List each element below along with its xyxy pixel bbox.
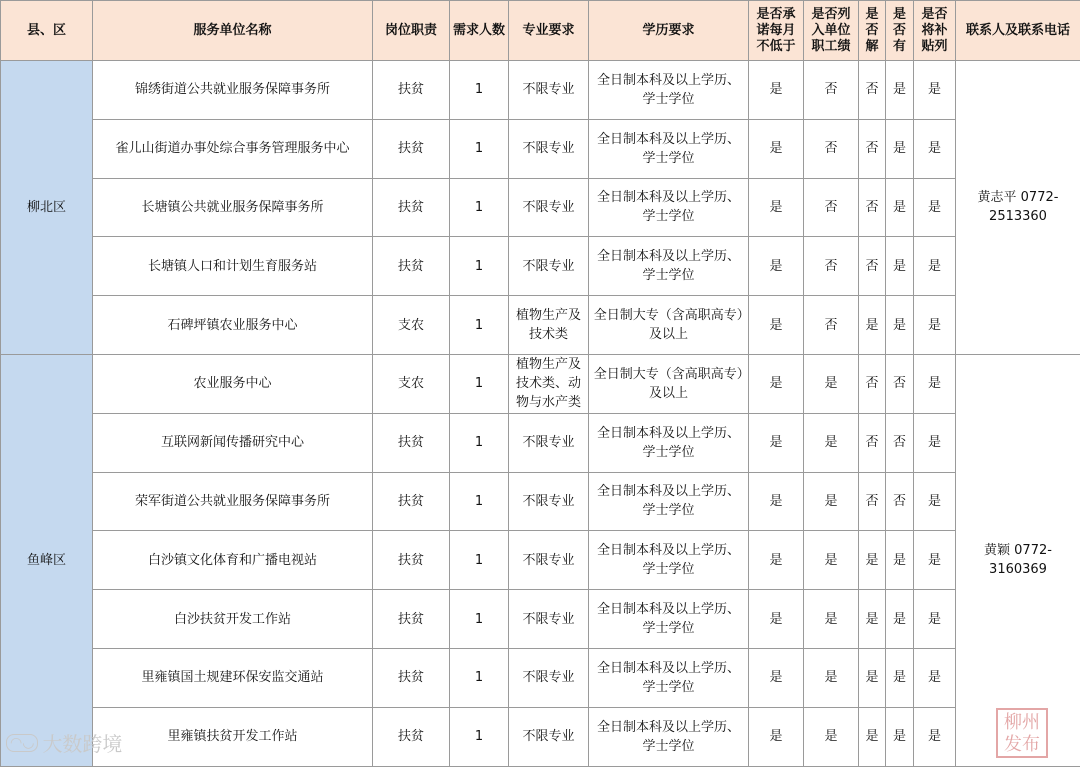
duty-cell: 支农 xyxy=(373,296,450,355)
c1-cell: 是 xyxy=(749,237,804,296)
c1-cell: 是 xyxy=(749,590,804,649)
count-cell: 1 xyxy=(450,354,509,413)
c2-cell: 否 xyxy=(804,296,859,355)
header-contact: 联系人及联系电话 xyxy=(956,1,1080,61)
c3-cell: 否 xyxy=(859,119,886,178)
watermark-logo-icon: ◠◡ xyxy=(6,734,38,752)
header-c4: 是否有 xyxy=(886,1,914,61)
duty-cell: 支农 xyxy=(373,354,450,413)
edu-cell: 全日制本科及以上学历、学士学位 xyxy=(589,707,749,766)
count-cell: 1 xyxy=(450,531,509,590)
count-cell: 1 xyxy=(450,590,509,649)
c1-cell: 是 xyxy=(749,354,804,413)
contact-cell: 黄颖 0772-3160369 xyxy=(956,354,1080,766)
c3-cell: 是 xyxy=(859,707,886,766)
c5-cell: 是 xyxy=(914,296,956,355)
c4-cell: 是 xyxy=(886,119,914,178)
table-row xyxy=(1,296,1080,355)
c4-cell: 是 xyxy=(886,237,914,296)
c2-cell: 否 xyxy=(804,119,859,178)
edu-cell: 全日制本科及以上学历、学士学位 xyxy=(589,61,749,120)
contact-cell: 黄志平 0772-2513360 xyxy=(956,61,1080,355)
c4-cell: 是 xyxy=(886,178,914,237)
c4-cell: 是 xyxy=(886,707,914,766)
c5-cell: 是 xyxy=(914,472,956,531)
c5-cell: 是 xyxy=(914,531,956,590)
edu-cell: 全日制大专（含高职高专）及以上 xyxy=(589,296,749,355)
duty-cell: 扶贫 xyxy=(373,531,450,590)
c3-cell: 是 xyxy=(859,296,886,355)
unit-cell: 石碑坪镇农业服务中心 xyxy=(93,296,373,355)
edu-cell: 全日制本科及以上学历、学士学位 xyxy=(589,648,749,707)
watermark-seal: 柳州发布 xyxy=(996,708,1048,758)
edu-cell: 全日制本科及以上学历、学士学位 xyxy=(589,178,749,237)
major-cell: 不限专业 xyxy=(509,237,589,296)
c1-cell: 是 xyxy=(749,472,804,531)
unit-cell: 里雍镇扶贫开发工作站 xyxy=(93,707,373,766)
duty-cell: 扶贫 xyxy=(373,707,450,766)
unit-cell: 白沙扶贫开发工作站 xyxy=(93,590,373,649)
c2-cell: 否 xyxy=(804,237,859,296)
c3-cell: 否 xyxy=(859,354,886,413)
edu-cell: 全日制本科及以上学历、学士学位 xyxy=(589,413,749,472)
c5-cell: 是 xyxy=(914,590,956,649)
major-cell: 不限专业 xyxy=(509,61,589,120)
major-cell: 植物生产及技术类、动物与水产类 xyxy=(509,354,589,413)
c4-cell: 是 xyxy=(886,531,914,590)
c2-cell: 是 xyxy=(804,413,859,472)
duty-cell: 扶贫 xyxy=(373,590,450,649)
c4-cell: 是 xyxy=(886,648,914,707)
header-edu: 学历要求 xyxy=(589,1,749,61)
header-c1: 是否承诺每月不低于 xyxy=(749,1,804,61)
unit-cell: 白沙镇文化体育和广播电视站 xyxy=(93,531,373,590)
major-cell: 植物生产及技术类 xyxy=(509,296,589,355)
c3-cell: 否 xyxy=(859,178,886,237)
major-cell: 不限专业 xyxy=(509,648,589,707)
edu-cell: 全日制本科及以上学历、学士学位 xyxy=(589,590,749,649)
c3-cell: 是 xyxy=(859,590,886,649)
c5-cell: 是 xyxy=(914,119,956,178)
c2-cell: 否 xyxy=(804,61,859,120)
c2-cell: 是 xyxy=(804,531,859,590)
table-row xyxy=(1,531,1080,590)
c3-cell: 是 xyxy=(859,648,886,707)
c3-cell: 否 xyxy=(859,237,886,296)
count-cell: 1 xyxy=(450,61,509,120)
major-cell: 不限专业 xyxy=(509,178,589,237)
table-row xyxy=(1,178,1080,237)
edu-cell: 全日制本科及以上学历、学士学位 xyxy=(589,237,749,296)
duty-cell: 扶贫 xyxy=(373,237,450,296)
table-row xyxy=(1,707,1080,766)
count-cell: 1 xyxy=(450,178,509,237)
unit-cell: 长塘镇人口和计划生育服务站 xyxy=(93,237,373,296)
c1-cell: 是 xyxy=(749,178,804,237)
c5-cell: 是 xyxy=(914,354,956,413)
major-cell: 不限专业 xyxy=(509,531,589,590)
header-unit: 服务单位名称 xyxy=(93,1,373,61)
unit-cell: 农业服务中心 xyxy=(93,354,373,413)
edu-cell: 全日制本科及以上学历、学士学位 xyxy=(589,531,749,590)
c5-cell: 是 xyxy=(914,178,956,237)
header-c3: 是否解 xyxy=(859,1,886,61)
edu-cell: 全日制大专（含高职高专）及以上 xyxy=(589,354,749,413)
header-c2: 是否列入单位职工绩 xyxy=(804,1,859,61)
unit-cell: 荣军街道公共就业服务保障事务所 xyxy=(93,472,373,531)
major-cell: 不限专业 xyxy=(509,119,589,178)
unit-cell: 锦绣街道公共就业服务保障事务所 xyxy=(93,61,373,120)
header-c5: 是否将补贴列 xyxy=(914,1,956,61)
c4-cell: 是 xyxy=(886,590,914,649)
c4-cell: 否 xyxy=(886,413,914,472)
c2-cell: 是 xyxy=(804,354,859,413)
header-major: 专业要求 xyxy=(509,1,589,61)
table-row xyxy=(1,472,1080,531)
unit-cell: 雀儿山街道办事处综合事务管理服务中心 xyxy=(93,119,373,178)
count-cell: 1 xyxy=(450,413,509,472)
duty-cell: 扶贫 xyxy=(373,472,450,531)
duty-cell: 扶贫 xyxy=(373,119,450,178)
c1-cell: 是 xyxy=(749,707,804,766)
major-cell: 不限专业 xyxy=(509,707,589,766)
c4-cell: 否 xyxy=(886,354,914,413)
unit-cell: 互联网新闻传播研究中心 xyxy=(93,413,373,472)
c2-cell: 是 xyxy=(804,590,859,649)
c1-cell: 是 xyxy=(749,413,804,472)
table-row xyxy=(1,119,1080,178)
count-cell: 1 xyxy=(450,707,509,766)
duty-cell: 扶贫 xyxy=(373,648,450,707)
major-cell: 不限专业 xyxy=(509,590,589,649)
major-cell: 不限专业 xyxy=(509,413,589,472)
table-row xyxy=(1,648,1080,707)
district-cell: 柳北区 xyxy=(1,61,93,355)
table-row xyxy=(1,61,1080,120)
c1-cell: 是 xyxy=(749,119,804,178)
c5-cell: 是 xyxy=(914,413,956,472)
unit-cell: 里雍镇国土规建环保安监交通站 xyxy=(93,648,373,707)
c5-cell: 是 xyxy=(914,237,956,296)
table-body xyxy=(1,61,1080,767)
c2-cell: 是 xyxy=(804,472,859,531)
c1-cell: 是 xyxy=(749,531,804,590)
count-cell: 1 xyxy=(450,648,509,707)
count-cell: 1 xyxy=(450,472,509,531)
c5-cell: 是 xyxy=(914,707,956,766)
header-count: 需求人数 xyxy=(450,1,509,61)
watermark-left xyxy=(6,728,122,757)
edu-cell: 全日制本科及以上学历、学士学位 xyxy=(589,472,749,531)
c5-cell: 是 xyxy=(914,648,956,707)
table-row xyxy=(1,237,1080,296)
table-row xyxy=(1,590,1080,649)
duty-cell: 扶贫 xyxy=(373,413,450,472)
c2-cell: 否 xyxy=(804,178,859,237)
c1-cell: 是 xyxy=(749,296,804,355)
count-cell: 1 xyxy=(450,296,509,355)
count-cell: 1 xyxy=(450,237,509,296)
major-cell: 不限专业 xyxy=(509,472,589,531)
unit-cell: 长塘镇公共就业服务保障事务所 xyxy=(93,178,373,237)
c3-cell: 否 xyxy=(859,61,886,120)
table-row xyxy=(1,413,1080,472)
c2-cell: 是 xyxy=(804,707,859,766)
count-cell: 1 xyxy=(450,119,509,178)
c2-cell: 是 xyxy=(804,648,859,707)
c4-cell: 是 xyxy=(886,296,914,355)
c3-cell: 否 xyxy=(859,413,886,472)
table-row xyxy=(1,354,1080,413)
c3-cell: 否 xyxy=(859,472,886,531)
table-header-row xyxy=(1,1,1080,61)
watermark-left-text: 大数跨境 xyxy=(42,728,122,757)
c3-cell: 是 xyxy=(859,531,886,590)
district-cell: 鱼峰区 xyxy=(1,354,93,766)
c5-cell: 是 xyxy=(914,61,956,120)
edu-cell: 全日制本科及以上学历、学士学位 xyxy=(589,119,749,178)
duty-cell: 扶贫 xyxy=(373,61,450,120)
header-district: 县、区 xyxy=(1,1,93,61)
c4-cell: 否 xyxy=(886,472,914,531)
c1-cell: 是 xyxy=(749,648,804,707)
c4-cell: 是 xyxy=(886,61,914,120)
c1-cell: 是 xyxy=(749,61,804,120)
header-duty: 岗位职责 xyxy=(373,1,450,61)
duty-cell: 扶贫 xyxy=(373,178,450,237)
